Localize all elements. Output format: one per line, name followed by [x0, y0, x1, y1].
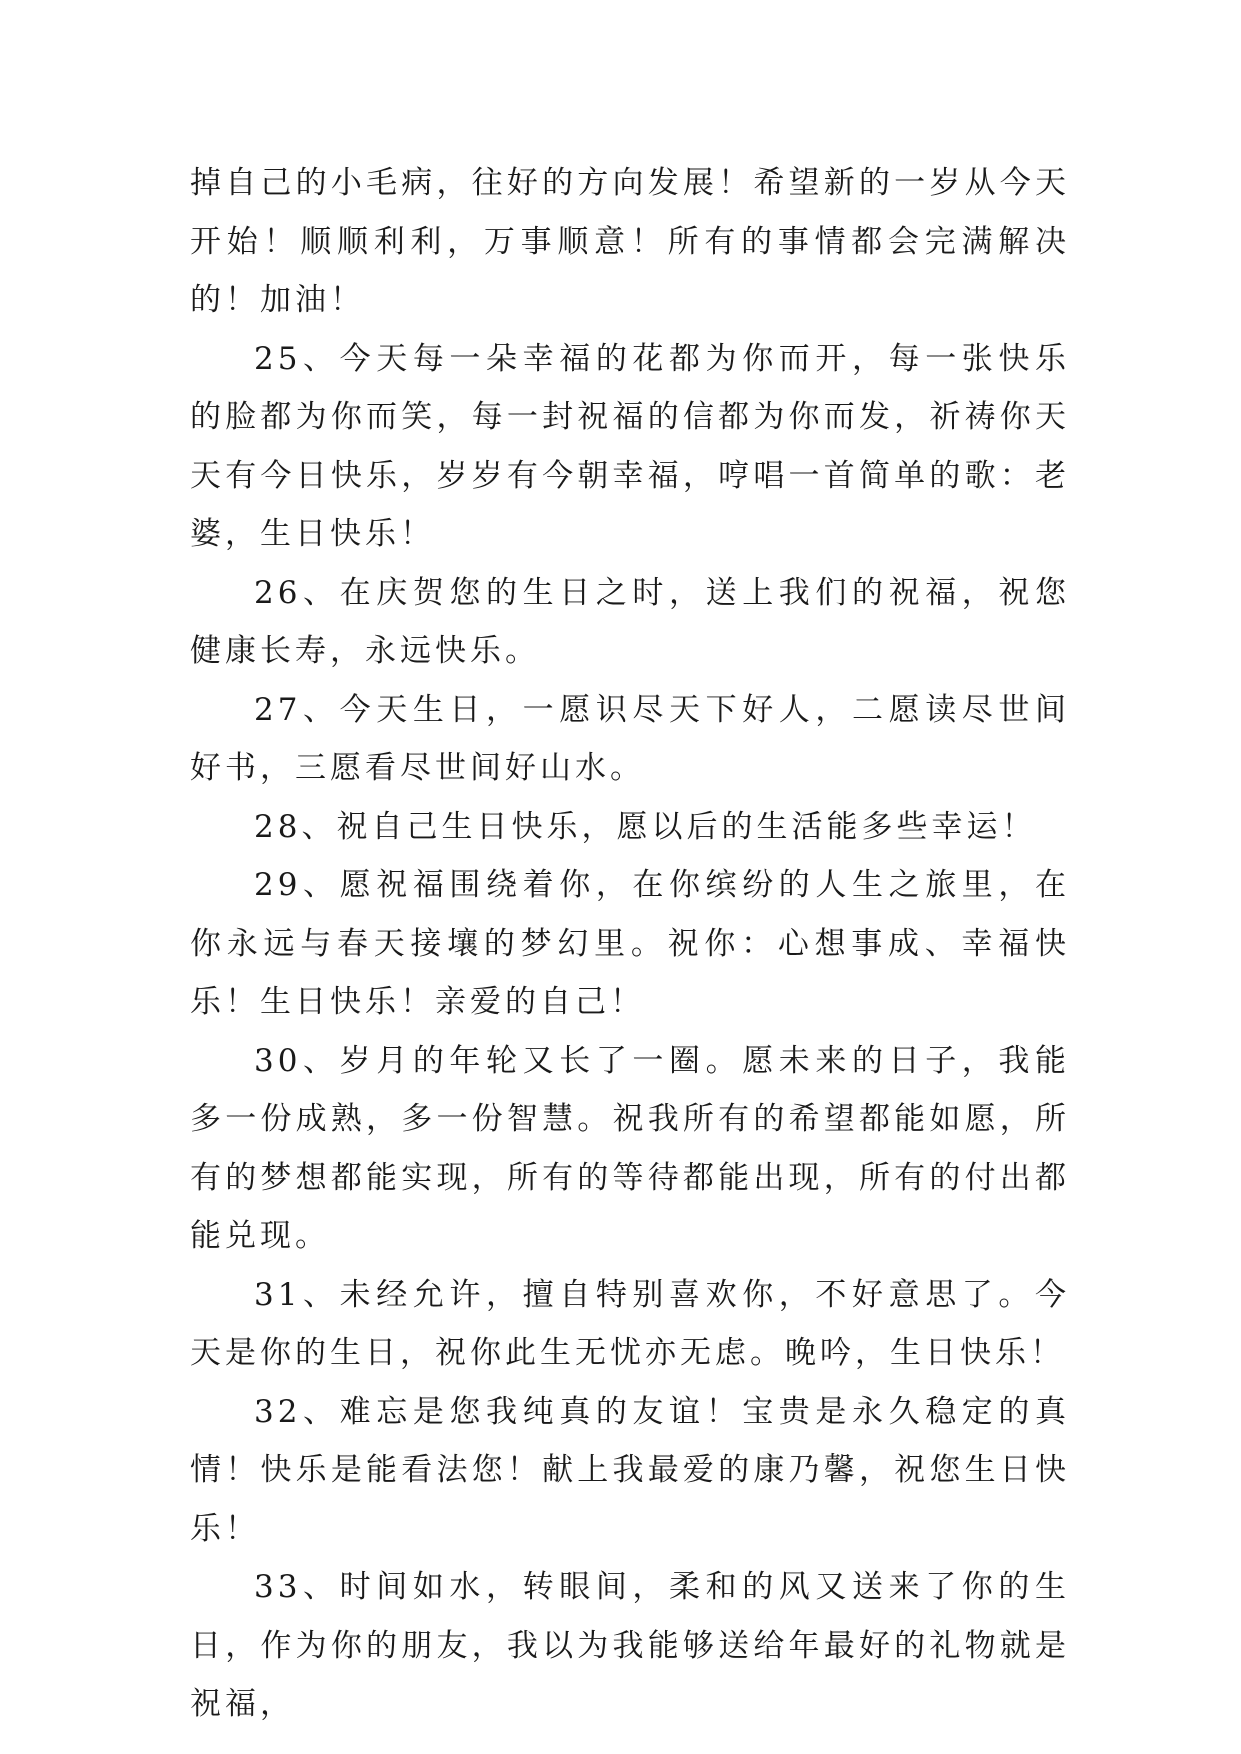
paragraph-27: 27、今天生日，一愿识尽天下好人，二愿读尽世间好书，三愿看尽世间好山水。: [190, 691, 1070, 786]
paragraph-26: 26、在庆贺您的生日之时，送上我们的祝福，祝您健康长寿，永远快乐。: [190, 574, 1070, 669]
paragraph-29: 29、愿祝福围绕着你，在你缤纷的人生之旅里，在你永远与春天接壤的梦幻里。祝你：心想事成、幸福快乐！生日快乐！亲爱的自己！: [190, 867, 1070, 1020]
paragraph-32: 32、难忘是您我纯真的友谊！宝贵是永久稳定的真情！快乐是能看法您！献上我最爱的康乃馨，祝您生日快乐！: [190, 1393, 1070, 1547]
paragraph-33: 33、时间如水，转眼间，柔和的风又送来了你的生日，作为你的朋友，我以为我能够送给年最好的礼物就是祝福，: [190, 1569, 1070, 1722]
paragraph-30: 30、岁月的年轮又长了一圈。愿未来的日子，我能多一份成熟，多一份智慧。祝我所有的希望都能如愿，所有的梦想都能实现，所有的等待都能出现，所有的付出都能兑现。: [190, 1042, 1070, 1254]
paragraph-28: 28、祝自己生日快乐，愿以后的生活能多些幸运！: [254, 808, 1037, 845]
paragraph-31: 31、未经允许，擅自特别喜欢你，不好意思了。今天是你的生日，祝你此生无忧亦无虑。晚吟，生日快乐！: [190, 1276, 1070, 1371]
paragraph-25: 25、今天每一朵幸福的花都为你而开，每一张快乐的脸都为你而笑，每一封祝福的信都为你而发，祈祷你天天有今日快乐，岁岁有今朝幸福，哼唱一首简单的歌：老婆，生日快乐！: [190, 340, 1070, 552]
paragraph-continuation: 掉自己的小毛病，往好的方向发展！希望新的一岁从今天开始！顺顺利利，万事顺意！所有的事情都会完满解决的！加油！: [190, 165, 1070, 318]
body-text: [190, 154, 1070, 1734]
